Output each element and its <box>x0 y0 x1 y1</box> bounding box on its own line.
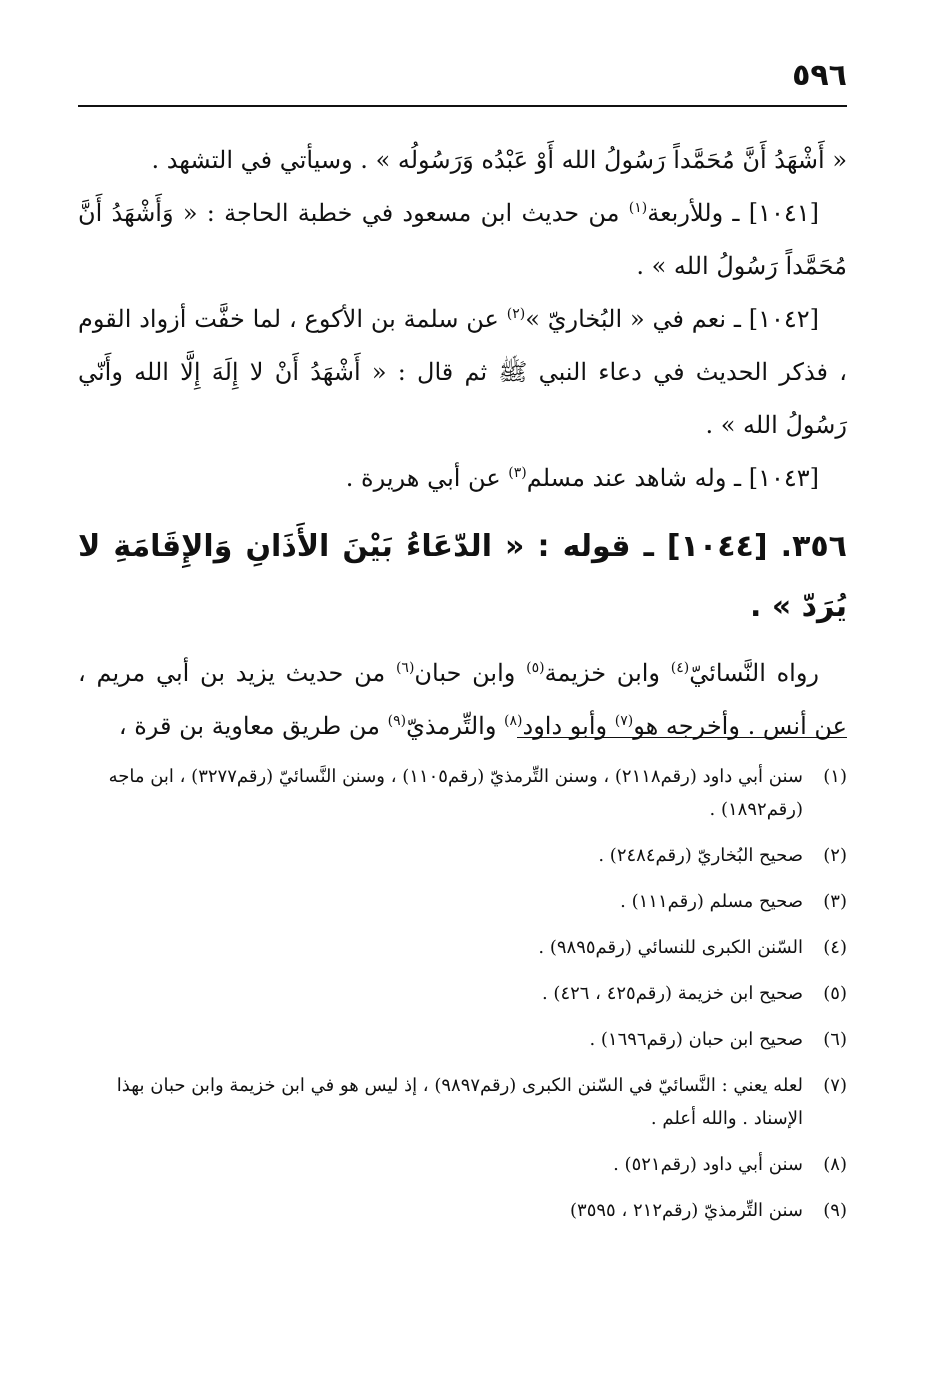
footnote-number: (٤) <box>823 937 847 958</box>
footnote-ref-4[interactable]: (٤) <box>670 660 690 676</box>
main-text <box>78 134 847 753</box>
footnote-1 <box>78 760 847 826</box>
footnote-number: (٣) <box>823 891 847 912</box>
footnote-ref-9[interactable]: (٩) <box>387 713 407 729</box>
footnote-ref-3[interactable]: (٣) <box>508 465 527 481</box>
paragraph-final-part-4: من حديث يزيد بن أبي مريم ، عن أنس . وأخرجه هو <box>78 659 847 740</box>
section-heading: ٣٥٦. [١٠٤٤] ـ قوله : « الدّعَاءُ بَيْنَ الأَذَانِ وَالإِقَامَةِ لا يُرَدّ » . <box>78 529 847 624</box>
paragraph-final-part-2: وابن خزيمة <box>544 659 671 687</box>
footnote-number: (٥) <box>823 983 847 1004</box>
footnote-text: صحيح ابن حبان (رقم١٦٩٦) . <box>589 1029 803 1050</box>
footnote-ref-5[interactable]: (٥) <box>526 660 545 676</box>
paragraph-1043 <box>78 452 847 505</box>
footnote-number: (٧) <box>823 1075 847 1096</box>
paragraph-final-part-7: من طريق معاوية بن قرة ، <box>118 712 388 740</box>
header-rule <box>78 105 847 107</box>
footnote-ref-6[interactable]: (٦) <box>395 660 415 676</box>
footnote-number: (١) <box>823 766 847 787</box>
paragraph-1-text: « أَشْهَدُ أَنَّ مُحَمَّداً رَسُولُ الله أَوْ عَبْدُه وَرَسُولُه » . وسيأتي في التشهد . <box>151 146 847 174</box>
footnote-number: (٢) <box>823 845 847 866</box>
footnote-text: سنن التِّرمذيّ (رقم٢١٢ ، ٣٥٩٥) <box>570 1200 803 1221</box>
paragraph-1 <box>78 134 847 187</box>
footnote-text: السّنن الكبرى للنسائي (رقم٩٨٩٥) . <box>538 937 803 958</box>
footnote-number: (٨) <box>823 1154 847 1175</box>
footnote-number: (٩) <box>823 1200 847 1221</box>
footnote-text: لعله يعني : النَّسائيّ في السّنن الكبرى (رقم٩٨٩٧) ، إذ ليس هو في ابن خزيمة وابن حبان بهذا الإسناد . والله أعلم . <box>116 1075 803 1129</box>
footnote-6 <box>78 1023 847 1056</box>
paragraph-1041-text: من حديث ابن مسعود في خطبة الحاجة : « وَأَشْهَدُ أَنَّ مُحَمَّداً رَسُولُ الله » . <box>78 199 847 280</box>
paragraph-1042 <box>78 293 847 452</box>
footnote-text: سنن أبي داود (رقم٥٢١) . <box>613 1154 803 1175</box>
footnote-ref-1[interactable]: (١) <box>628 200 648 216</box>
paragraph-1043-lead: [١٠٤٣] ـ وله شاهد عند مسلم <box>526 464 819 492</box>
footnote-4 <box>78 931 847 964</box>
footnote-3 <box>78 885 847 918</box>
footnote-5 <box>78 977 847 1010</box>
footnote-8 <box>78 1148 847 1181</box>
paragraph-final-part-1: رواه النَّسائيّ <box>689 659 820 687</box>
footnotes-list <box>78 760 847 1240</box>
footnote-7 <box>78 1069 847 1135</box>
paragraph-1041-lead: [١٠٤١] ـ وللأربعة <box>647 199 819 227</box>
footnote-9 <box>78 1194 847 1227</box>
footnote-text: صحيح ابن خزيمة (رقم٤٢٥ ، ٤٢٦) . <box>541 983 803 1004</box>
footnote-separator <box>517 737 847 738</box>
footnote-text: سنن أبي داود (رقم٢١١٨) ، وسنن التِّرمذيّ (رقم١١٠٥) ، وسنن النَّسائيّ (رقم٣٢٧٧) ، ابن ماجه (رقم١٨٩٢) . <box>108 766 803 820</box>
page-number: ٥٩٦ <box>792 58 847 93</box>
footnote-ref-7[interactable]: (٧) <box>614 713 634 729</box>
footnote-ref-8[interactable]: (٨) <box>504 713 523 729</box>
footnote-text: صحيح البُخاريّ (رقم٢٤٨٤) . <box>598 845 803 866</box>
paragraph-final-part-5: وأبو داود <box>522 712 615 740</box>
footnote-number: (٦) <box>823 1029 847 1050</box>
paragraph-final-part-3: وابن حبان <box>414 659 527 687</box>
paragraph-1042-lead: [١٠٤٢] ـ نعم في « البُخاريّ » <box>525 305 819 333</box>
footnote-text: صحيح مسلم (رقم١١١) . <box>620 891 803 912</box>
footnote-ref-2[interactable]: (٢) <box>506 306 526 322</box>
paragraph-final-part-6: والتِّرمذيّ <box>406 712 505 740</box>
paragraph-1042-text: عن سلمة بن الأكوع ، لما خفَّت أزواد القوم ، فذكر الحديث في دعاء النبي ﷺ ثم قال : « أَشْهَدُ أَنْ لا إِلَهَ إِلَّا الله وأَنّي رَسُولُ الله » . <box>78 305 847 439</box>
footnote-2 <box>78 839 847 872</box>
paragraph-1043-text: عن أبي هريرة . <box>345 464 509 492</box>
paragraph-1041 <box>78 187 847 293</box>
